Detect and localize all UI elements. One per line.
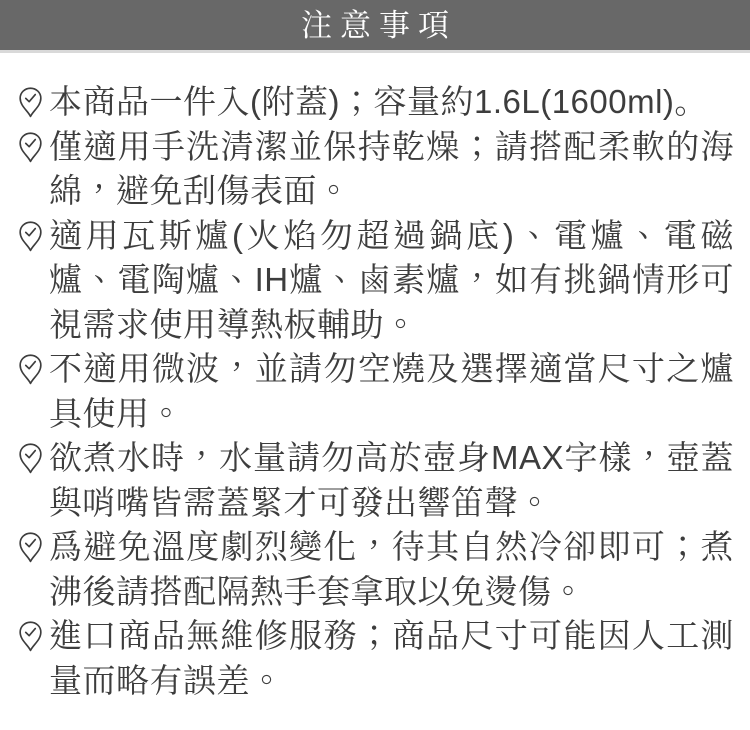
note-text: 爲避免溫度劇烈變化，待其自然冷卻即可；煮沸後請搭配隔熱手套拿取以免燙傷。 (49, 528, 734, 610)
pin-check-icon (18, 443, 44, 474)
note-text: 欲煮水時，水量請勿高於壺身MAX字樣，壺蓋與哨嘴皆需蓋緊才可發出響笛聲。 (49, 439, 734, 521)
note-text: 進口商品無維修服務；商品尺寸可能因人工測量而略有誤差。 (49, 617, 734, 699)
note-text: 不適用微波，並請勿空燒及選擇適當尺寸之爐具使用。 (49, 350, 734, 432)
pin-check-icon (18, 532, 44, 563)
note-text: 適用瓦斯爐(火焰勿超過鍋底)、電爐、電磁爐、電陶爐、IH爐、鹵素爐，如有挑鍋情形可視需求使用導熱板輔助。 (49, 216, 734, 343)
notes-list (0, 53, 750, 703)
note-item (16, 614, 734, 703)
section-header (0, 0, 750, 53)
pin-check-icon (18, 354, 44, 385)
note-item (16, 436, 734, 525)
note-text: 本商品一件入(附蓋)；容量約1.6L(1600ml)。 (49, 83, 708, 120)
note-item (16, 347, 734, 436)
pin-check-icon (18, 87, 44, 118)
pin-check-icon (18, 132, 44, 163)
pin-check-icon (18, 221, 44, 252)
note-item (16, 214, 734, 348)
note-item (16, 80, 734, 125)
note-text: 僅適用手洗清潔並保持乾燥；請搭配柔軟的海綿，避免刮傷表面。 (49, 127, 734, 209)
pin-check-icon (18, 621, 44, 652)
section-title: 注意事項 (301, 7, 457, 43)
note-item (16, 125, 734, 214)
note-item (16, 525, 734, 614)
